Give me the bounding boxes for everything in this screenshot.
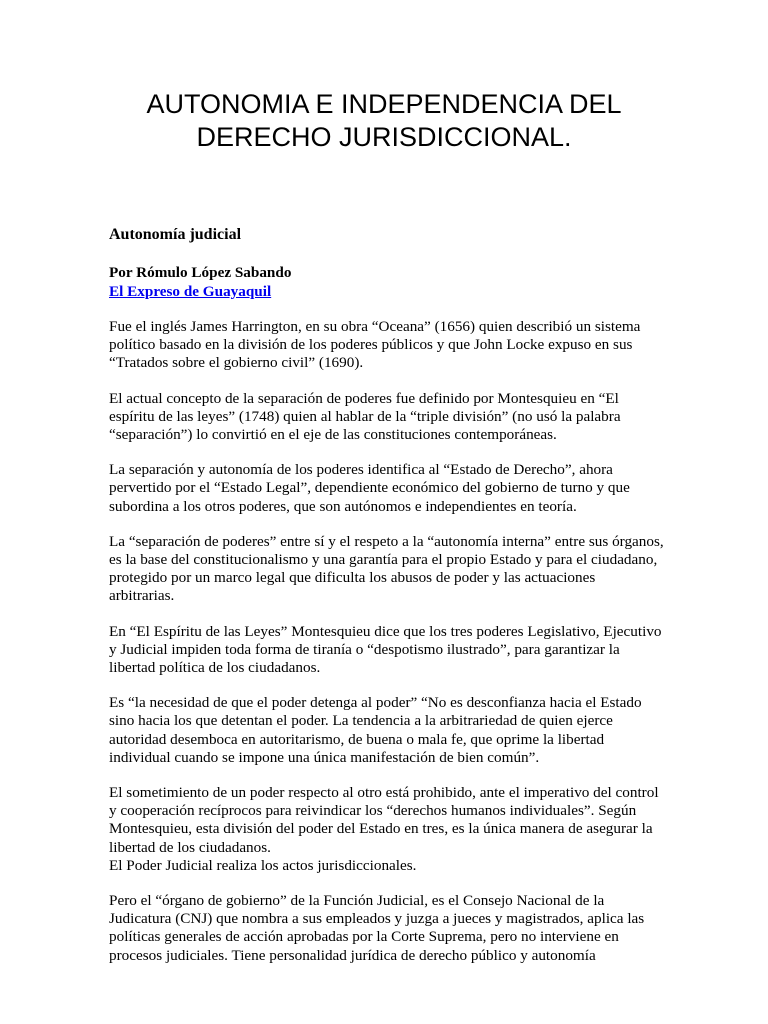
paragraph-sometimiento: El sometimiento de un poder respecto al otro está prohibido, ante el imperativo del control y cooperación recíprocos para reivindicar los “derechos humanos individuales”. Según Montesquieu, esta división del poder del Estado en tres, es la única manera de asegurar la libertad de los ciudadanos. — [109, 784, 659, 856]
document-title — [0, 88, 768, 154]
paragraph-poder-detenga-poder: Es “la necesidad de que el poder detenga al poder” “No es desconfianza hacia el Estado sino hacia los que detentan el poder. La tendencia a la arbitrariedad de quien ejerce autoridad desemboca en autoritarismo, de buena o mala fe, que oprime la libertad individual cuando se impone una única manifestación de bien común”. — [109, 694, 642, 766]
paragraph-separacion-poderes: La “separación de poderes” entre sí y el respeto a la “autonomía interna” entre sus órganos, es la base del constitucionalismo y una garantía para el propio Estado y para el ciudadano, protegido por un marco legal que dificulta los abusos de poder y las actuaciones arbitrarias. — [109, 532, 664, 605]
source-link[interactable]: El Expreso de Guayaquil — [109, 282, 272, 300]
author-byline: Por Rómulo López Sabando — [109, 264, 292, 281]
paragraph-montesquieu-concept: El actual concepto de la separación de poderes fue definido por Montesquieu en “El espíritu de las leyes” (1748) quien al hablar de la “triple división” (no usó la palabra “separación”) lo convirtió en el eje de las constituciones contemporáneas. — [109, 389, 621, 444]
section-title: Autonomía judicial — [109, 226, 242, 243]
document-title-line-2: DERECHO JURISDICCIONAL. — [196, 122, 572, 152]
paragraph-cnj: Pero el “órgano de gobierno” de la Función Judicial, es el Consejo Nacional de la Judicatura (CNJ) que nombra a sus empleados y juzga a jueces y magistrados, aplica las políticas generales de acción aprobadas por la Corte Suprema, pero no interviene en procesos judiciales. Tiene personalidad jurídica de derecho público y autonomía — [109, 892, 645, 964]
paragraph-estado-de-derecho: La separación y autonomía de los poderes identifica al “Estado de Derecho”, ahora pervertido por el “Estado Legal”, dependiente económico del gobierno de turno y que subordina a los otros poderes, que son autónomos e independientes en teoría. — [109, 461, 630, 515]
paragraph-espiritu-leyes: En “El Espíritu de las Leyes” Montesquieu dice que los tres poderes Legislativo, Ejecutivo y Judicial impiden toda forma de tiranía o “despotismo ilustrado”, para garantizar la libertad política de los ciudadanos. — [109, 622, 662, 677]
paragraph-poder-judicial: El Poder Judicial realiza los actos jurisdiccionales. — [109, 856, 417, 874]
paragraph-harrington: Fue el inglés James Harrington, en su obra “Oceana” (1656) quien describió un sistema político basado en la división de los poderes públicos y que John Locke expuso en sus “Tratados sobre el gobierno civil” (1690). — [109, 318, 641, 372]
document-body — [109, 224, 664, 982]
document-title-line-1: AUTONOMIA E INDEPENDENCIA DEL — [146, 89, 622, 119]
